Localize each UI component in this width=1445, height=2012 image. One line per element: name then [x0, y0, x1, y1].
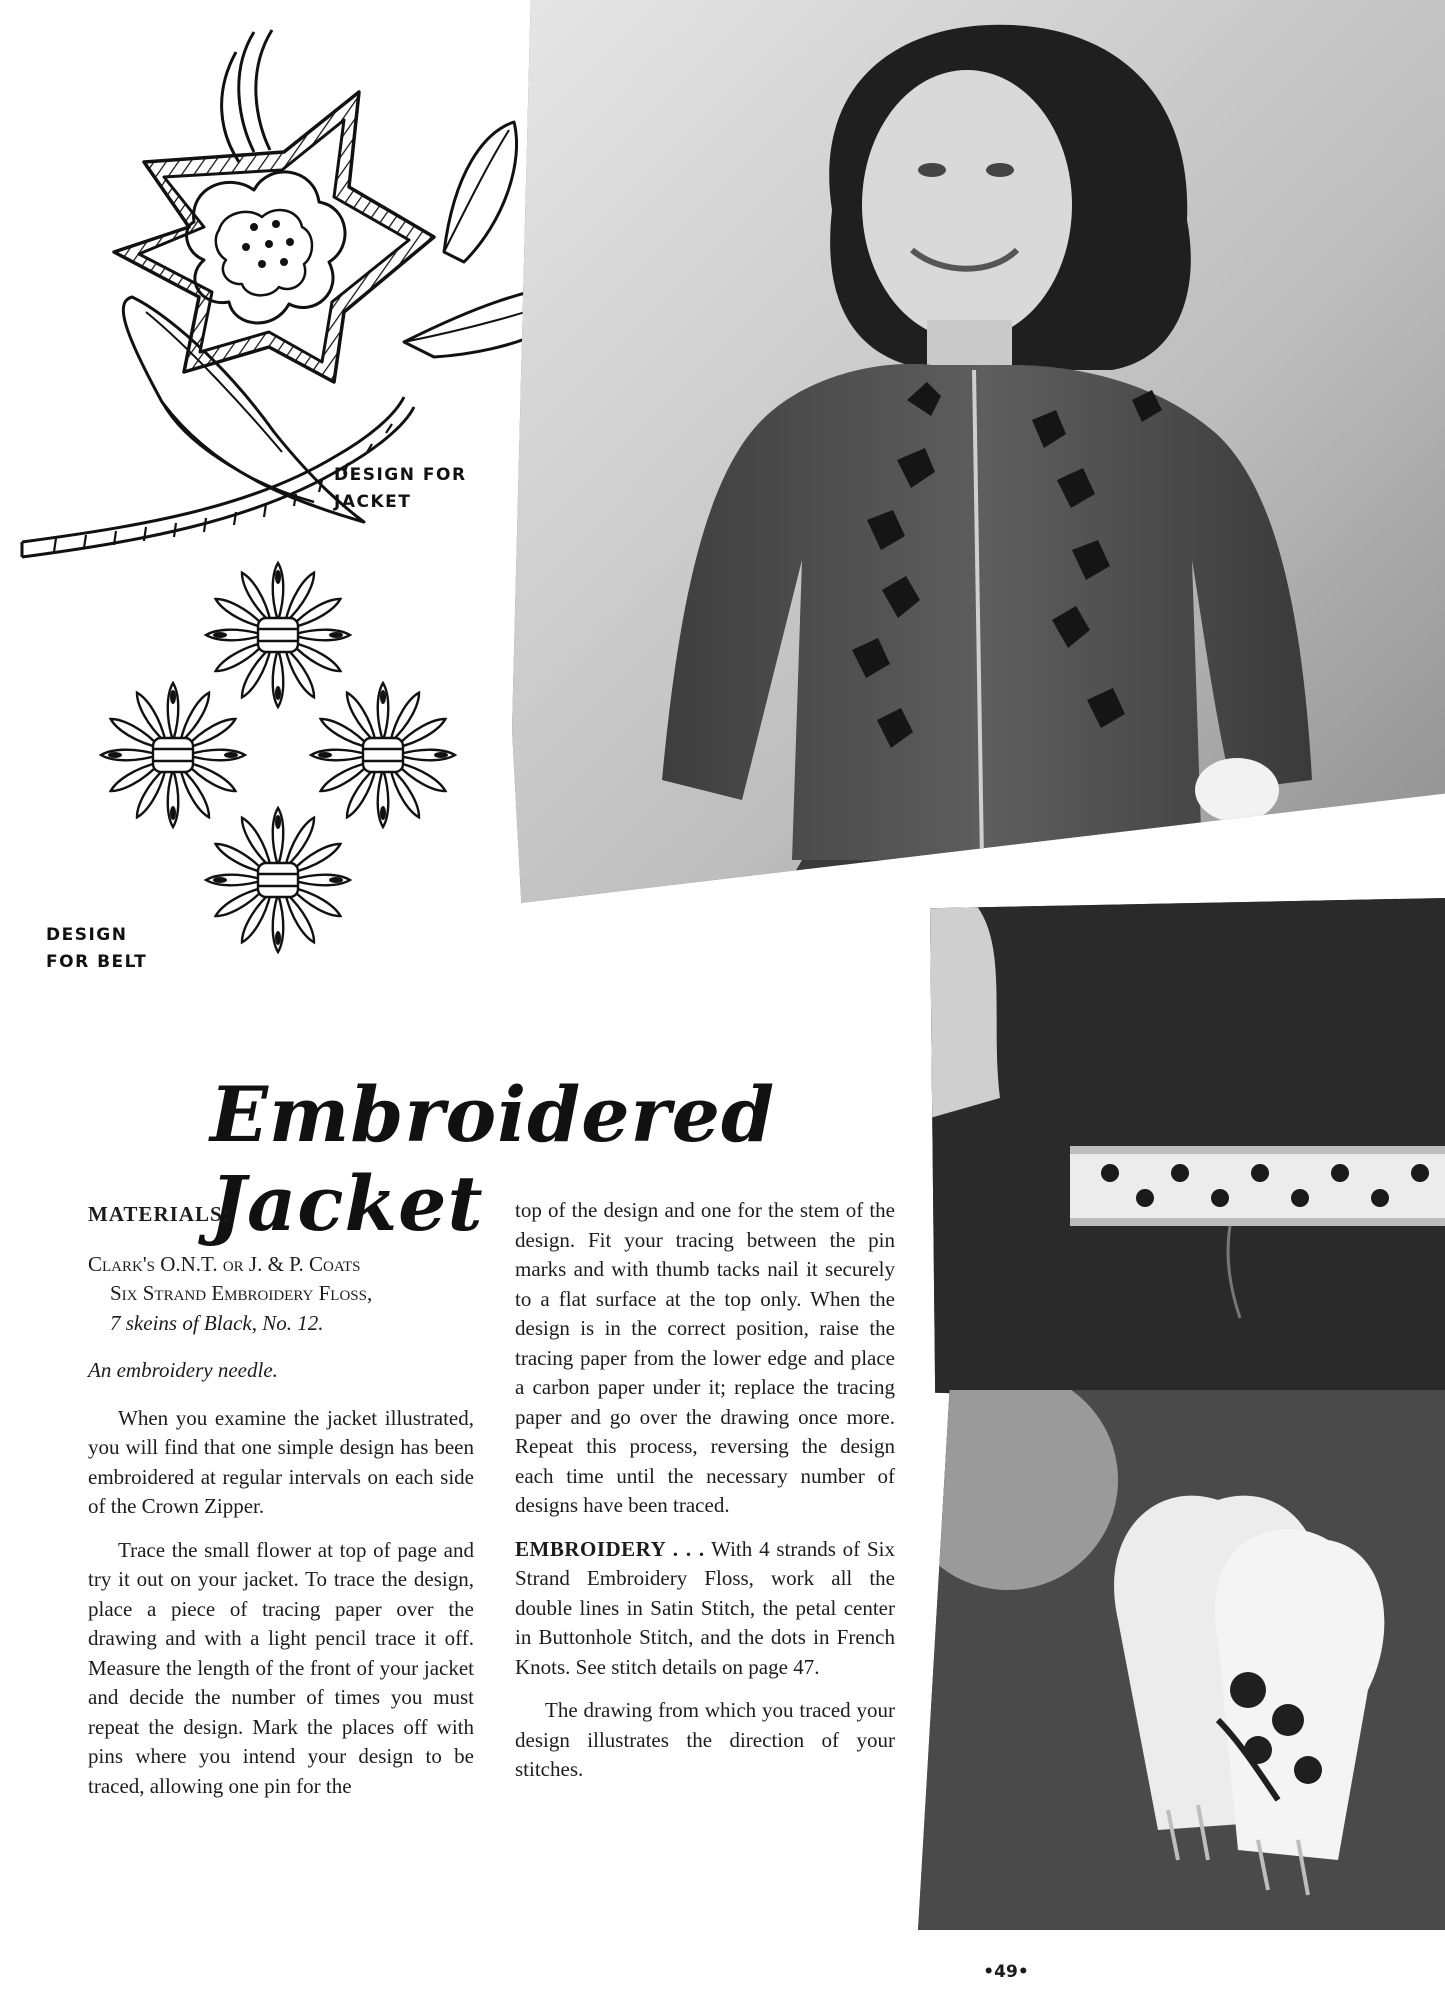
jacket-model-photo	[512, 0, 1445, 912]
materials-line-1: Clark's O.N.T. or J. & P. Coats	[88, 1251, 361, 1276]
materials-heading: MATERIALS:	[88, 1202, 231, 1226]
instructions-right-column	[515, 1196, 895, 1799]
jacket-label-line1: DESIGN FOR	[334, 465, 467, 485]
paragraph-5: The drawing from which you traced your design illustrates the direction of your stitches.	[515, 1698, 895, 1781]
belt-design-label	[46, 922, 147, 976]
page-title: Embroidered Jacket	[210, 1070, 776, 1248]
paragraph-3: top of the design and one for the stem of the design. Fit your tracing between the pin marks and with thumb tacks nail it securely to a flat surface at the top only. When the design is in the correct position, raise the tracing paper from the lower edge and place a carbon paper under it; replace the tracing paper and go over the drawing once more. Repeat this process, reversing the design each time until the necessary number of designs have been traced.	[515, 1198, 895, 1517]
mittens-photo	[918, 1390, 1445, 1930]
paragraph-2: Trace the small flower at top of page and try it out on your jacket. To trace the design, place a piece of tracing paper over the drawing and with a light pencil trace it off. Measure the length of the front of your jacket and decide the number of times you must repeat the design. Mark the places off with pins where you intend your design to be traced, allowing one pin for the	[88, 1537, 474, 1798]
belt-label-line1: DESIGN	[46, 925, 128, 945]
materials-line-2: Six Strand Embroidery Floss,	[110, 1281, 373, 1305]
materials-list	[88, 1250, 474, 1339]
materials-line-3: 7 skeins of Black, No. 12.	[110, 1310, 324, 1335]
materials-needle: An embroidery needle.	[88, 1358, 278, 1382]
embroidery-paragraph	[515, 1535, 895, 1683]
jacket-label-line2: JACKET	[334, 492, 412, 512]
instructions-left-column	[88, 1200, 474, 1815]
belt-photo	[930, 898, 1445, 1408]
belt-flower-design	[88, 550, 468, 970]
belt-label-line2: FOR BELT	[46, 952, 148, 972]
embroidery-heading: EMBROIDERY . . .	[515, 1536, 705, 1561]
embroidery-text: With 4 strands of Six Strand Embroidery Floss, work all the double lines in Satin Stitch, the petal center in Buttonhole Stitch, and the dots in French Knots. See stitch details on page 47.	[515, 1536, 895, 1679]
paragraph-1: When you examine the jacket illustrated, you will find that one simple design has been embroidered at regular intervals on each side of the Crown Zipper.	[88, 1405, 474, 1518]
page-number: •49•	[983, 1962, 1029, 1982]
jacket-design-label	[334, 462, 467, 516]
